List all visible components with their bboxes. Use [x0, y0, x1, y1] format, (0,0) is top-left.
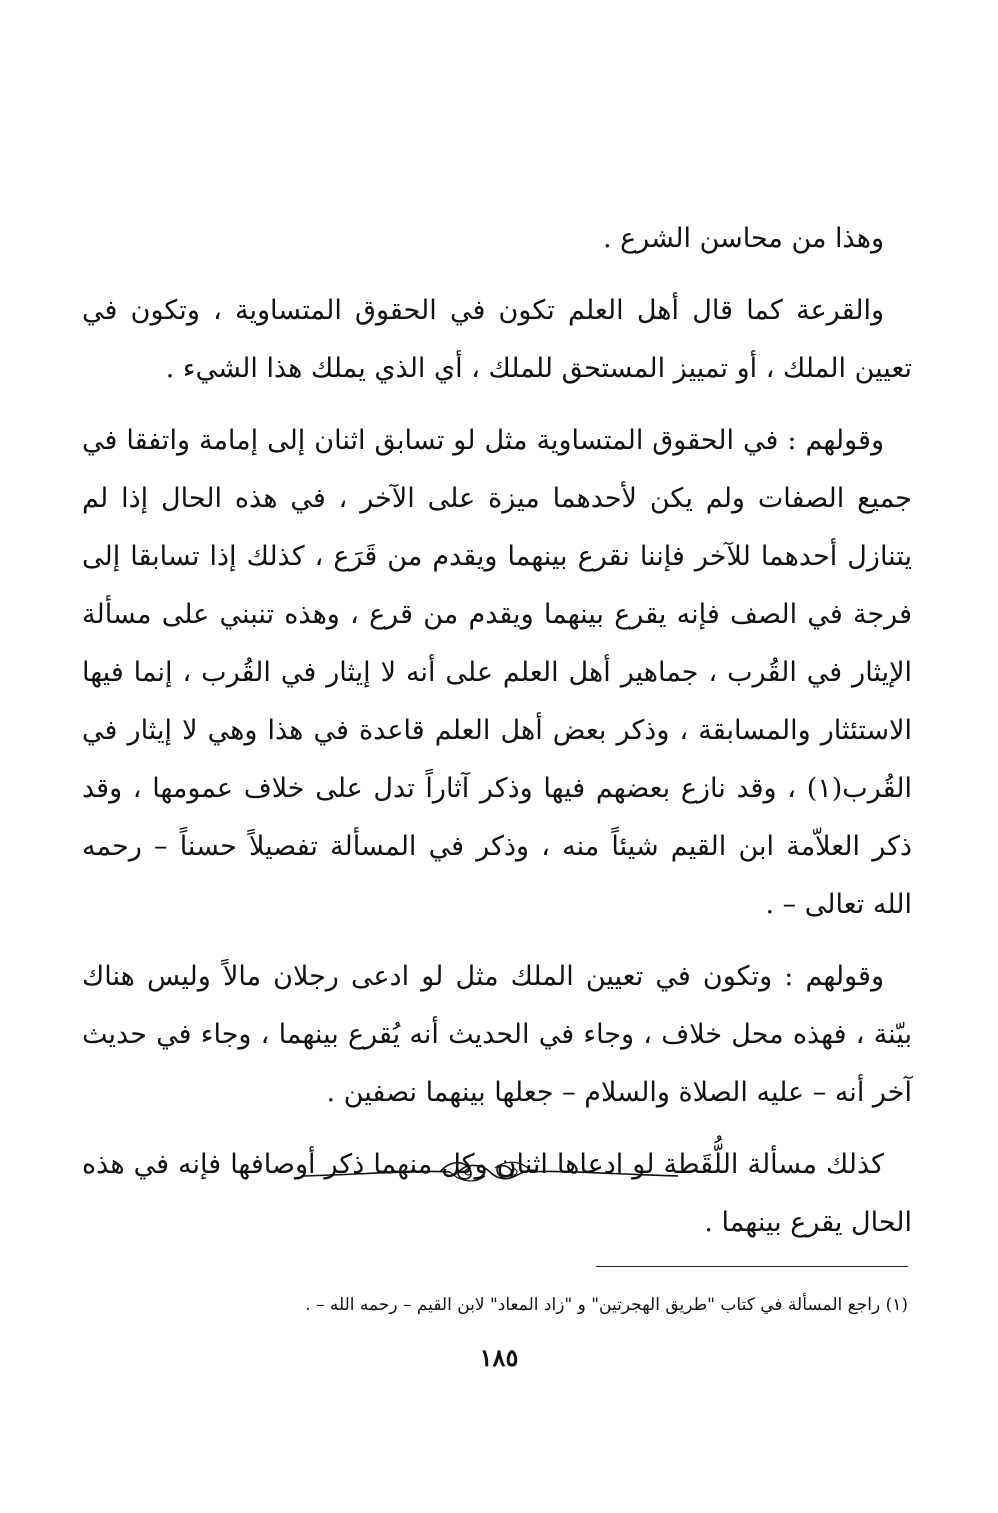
- footnote-separator: [596, 1266, 908, 1267]
- footnote: (١) راجع المسألة في كتاب "طريق الهجرتين" و "زاد المعاد" لابن القيم – رحمه الله – .: [305, 1295, 908, 1315]
- paragraph-4: وقولهم : وتكون في تعيين الملك مثل لو ادعى رجلان مالاً وليس هناك بيّنة ، فهذه محل خلاف ، وجاء في الحديث أنه يُقرع بينهما ، وجاء في حديث آخر أنه – عليه الصلاة والسلام – جعلها بينهما نصفين .: [82, 961, 912, 1108]
- paragraph-2: والقرعة كما قال أهل العلم تكون في الحقوق المتساوية ، وتكون في تعيين الملك ، أو تمييز المستحق للملك ، أي الذي يملك هذا الشيء .: [82, 295, 912, 384]
- main-text: [82, 210, 912, 1266]
- paragraph-5: كذلك مسألة اللُّقَطة لو ادعاها اثنان وكل منهما ذكر أوصافها فإنه في هذه الحال يقرع بينهما .: [82, 1149, 912, 1238]
- paragraph-1: وهذا من محاسن الشرع .: [603, 223, 884, 254]
- decorative-divider: [300, 1150, 680, 1194]
- paragraph-3: وقولهم : في الحقوق المتساوية مثل لو تسابق اثنان إلى إمامة واتفقا في جميع الصفات ولم يكن لأحدهما ميزة على الآخر ، في هذه الحال إذا لم يتنازل أحدهما للآخر فإننا نقرع بينهما ويقدم من قَرَع ، كذلك إذا تسابقا إلى فرجة في الصف فإنه يقرع بينهما ويقدم من قرع ، وهذه تنبني على مسألة الإيثار في القُرب ، جماهير أهل العلم على أنه لا إيثار في القُرب ، إنما فيها الاستئثار والمسابقة ، وذكر بعض أهل العلم قاعدة في هذا وهي لا إيثار في القُرب(١) ، وقد نازع بعضهم فيها وذكر آثاراً تدل على خلاف عمومها ، وقد ذكر العلاّمة ابن القيم شيئاً منه ، وذكر في المسألة تفصيلاً حسناً – رحمه الله تعالى – .: [82, 425, 912, 920]
- page-number: ١٨٥: [479, 1343, 519, 1372]
